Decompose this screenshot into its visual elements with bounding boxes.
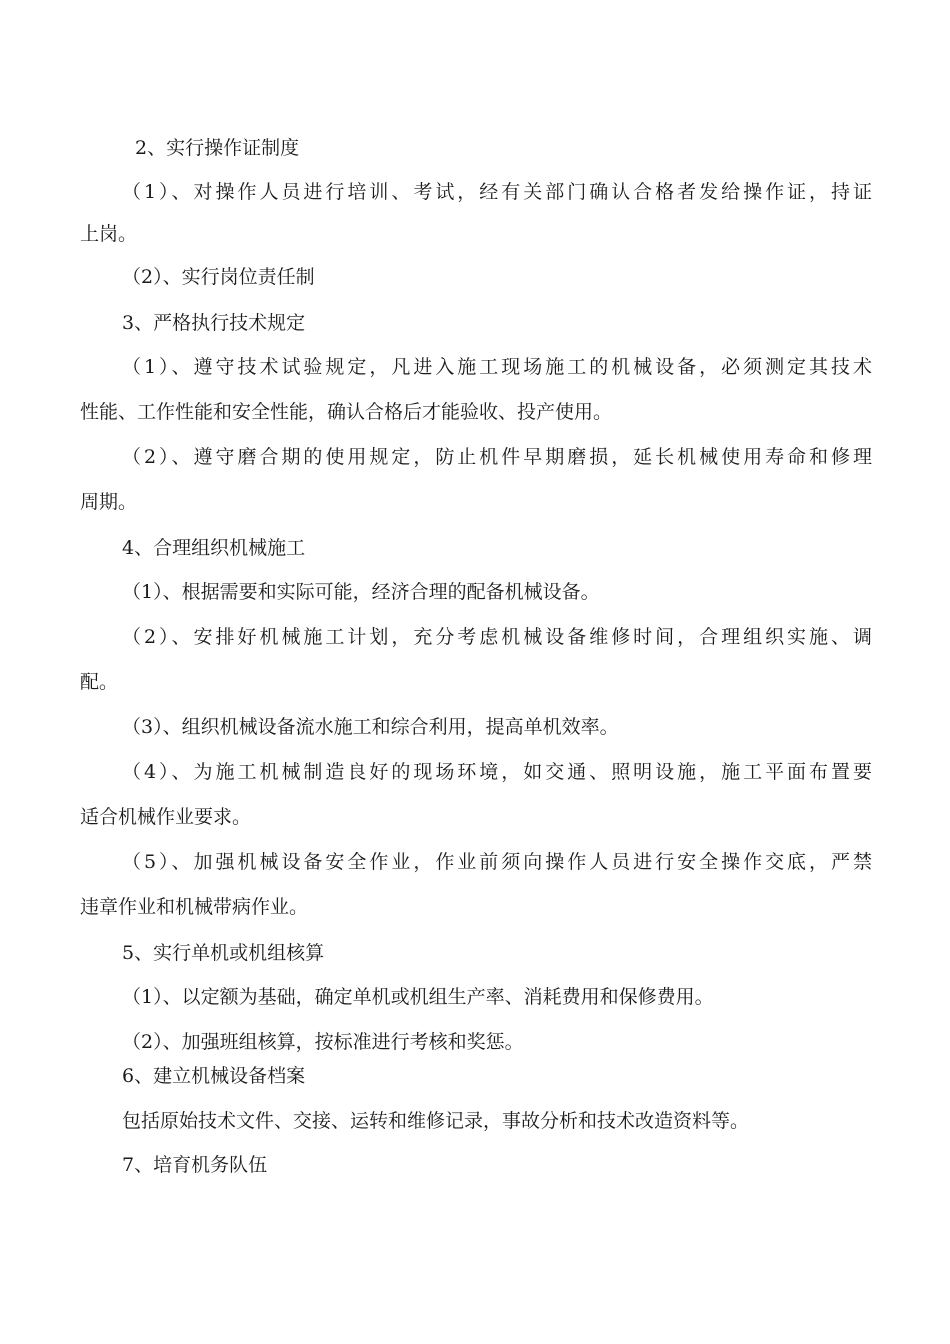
heading-2: 2、实行操作证制度 [135, 137, 300, 159]
paragraph-4-4-line-2: 适合机械作业要求。 [80, 806, 252, 828]
paragraph-2-1-line-1: （1）、对操作人员进行培训、考试，经有关部门确认合格者发给操作证，持证 [122, 181, 872, 203]
heading-6: 6、建立机械设备档案 [122, 1065, 306, 1087]
heading-3: 3、严格执行技术规定 [122, 312, 306, 334]
paragraph-6-1: 包括原始技术文件、交接、运转和维修记录，事故分析和技术改造资料等。 [122, 1110, 750, 1132]
paragraph-3-2-line-2: 周期。 [80, 491, 138, 513]
paragraph-2-1-line-2: 上岗。 [80, 223, 138, 245]
paragraph-4-2-line-2: 配。 [80, 671, 119, 693]
paragraph-3-2-line-1: （2）、遵守磨合期的使用规定，防止机件早期磨损，延长机械使用寿命和修理 [122, 446, 872, 468]
paragraph-4-3: （3）、组织机械设备流水施工和综合利用，提高单机效率。 [122, 716, 619, 738]
paragraph-3-1-line-2: 性能、工作性能和安全性能，确认合格后才能验收、投产使用。 [80, 401, 613, 423]
paragraph-5-1: （1）、以定额为基础，确定单机或机组生产率、消耗费用和保修费用。 [122, 986, 714, 1008]
paragraph-4-2-line-1: （2）、安排好机械施工计划，充分考虑机械设备维修时间，合理组织实施、调 [122, 626, 872, 648]
heading-4: 4、合理组织机械施工 [122, 537, 306, 559]
paragraph-2-2: （2）、实行岗位责任制 [122, 266, 315, 288]
heading-7: 7、培育机务队伍 [122, 1154, 268, 1176]
paragraph-4-5-line-2: 违章作业和机械带病作业。 [80, 896, 309, 918]
paragraph-4-4-line-1: （4）、为施工机械制造良好的现场环境，如交通、照明设施，施工平面布置要 [122, 761, 872, 783]
paragraph-4-5-line-1: （5）、加强机械设备安全作业，作业前须向操作人员进行安全操作交底，严禁 [122, 851, 872, 873]
paragraph-5-2: （2）、加强班组核算，按标准进行考核和奖惩。 [122, 1031, 524, 1053]
paragraph-3-1-line-1: （1）、遵守技术试验规定，凡进入施工现场施工的机械设备，必须测定其技术 [122, 356, 872, 378]
heading-5: 5、实行单机或机组核算 [122, 942, 325, 964]
paragraph-4-1: （1）、根据需要和实际可能，经济合理的配备机械设备。 [122, 581, 600, 603]
